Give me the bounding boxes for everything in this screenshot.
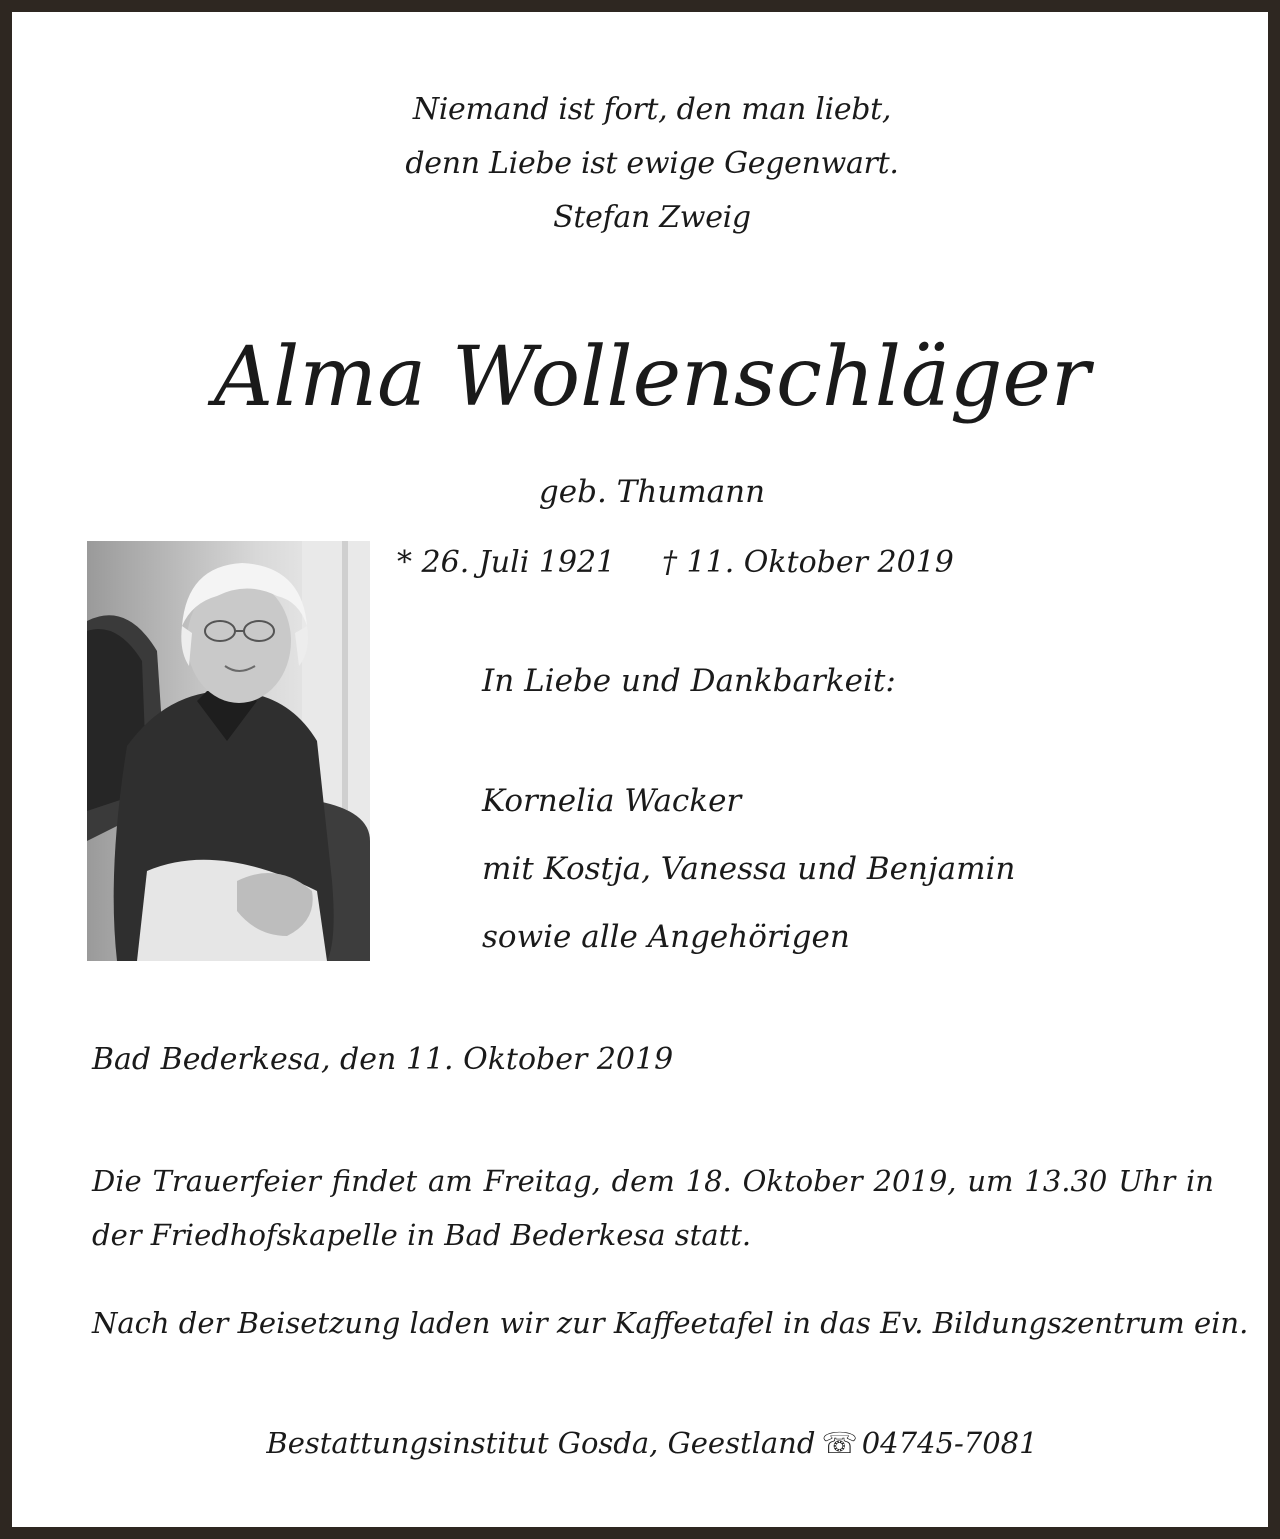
deceased-name: Alma Wollenschläger bbox=[213, 330, 1091, 425]
maiden-name: geb. Thumann bbox=[538, 474, 766, 510]
mourner-family: mit Kostja, Vanessa und Benjamin bbox=[482, 851, 1016, 887]
birth-date: * 26. Juli 1921 bbox=[397, 545, 616, 580]
death-date: † 11. Oktober 2019 bbox=[662, 545, 954, 580]
reception-announcement: Nach der Beisetzung laden wir zur Kaffeetafel in das Ev. Bildungszentrum ein. bbox=[92, 1306, 1249, 1340]
funeral-home-name: Bestattungsinstitut Gosda, Geestland bbox=[266, 1426, 816, 1460]
quote-author: Stefan Zweig bbox=[553, 200, 751, 235]
quote-line-1: Niemand ist fort, den man liebt, bbox=[412, 92, 892, 127]
funeral-home-phone: 04745-7081 bbox=[861, 1426, 1038, 1460]
place-and-date: Bad Bederkesa, den 11. Oktober 2019 bbox=[92, 1042, 674, 1077]
service-announcement: Die Trauerfeier findet am Freitag, dem 18. Oktober 2019, um 13.30 Uhr in der Friedhofskapelle in Bad Bederkesa statt. bbox=[92, 1164, 1214, 1252]
mourner-relatives: sowie alle Angehörigen bbox=[482, 919, 850, 955]
mourner-primary: Kornelia Wacker bbox=[482, 783, 742, 819]
portrait-photo bbox=[87, 541, 370, 961]
quote-line-2: denn Liebe ist ewige Gegenwart. bbox=[405, 146, 899, 181]
portrait-image bbox=[87, 541, 370, 961]
funeral-home-footer bbox=[12, 1426, 1280, 1460]
mourners-intro: In Liebe und Dankbarkeit: bbox=[482, 663, 896, 699]
telephone-icon: ☏ bbox=[821, 1426, 858, 1460]
